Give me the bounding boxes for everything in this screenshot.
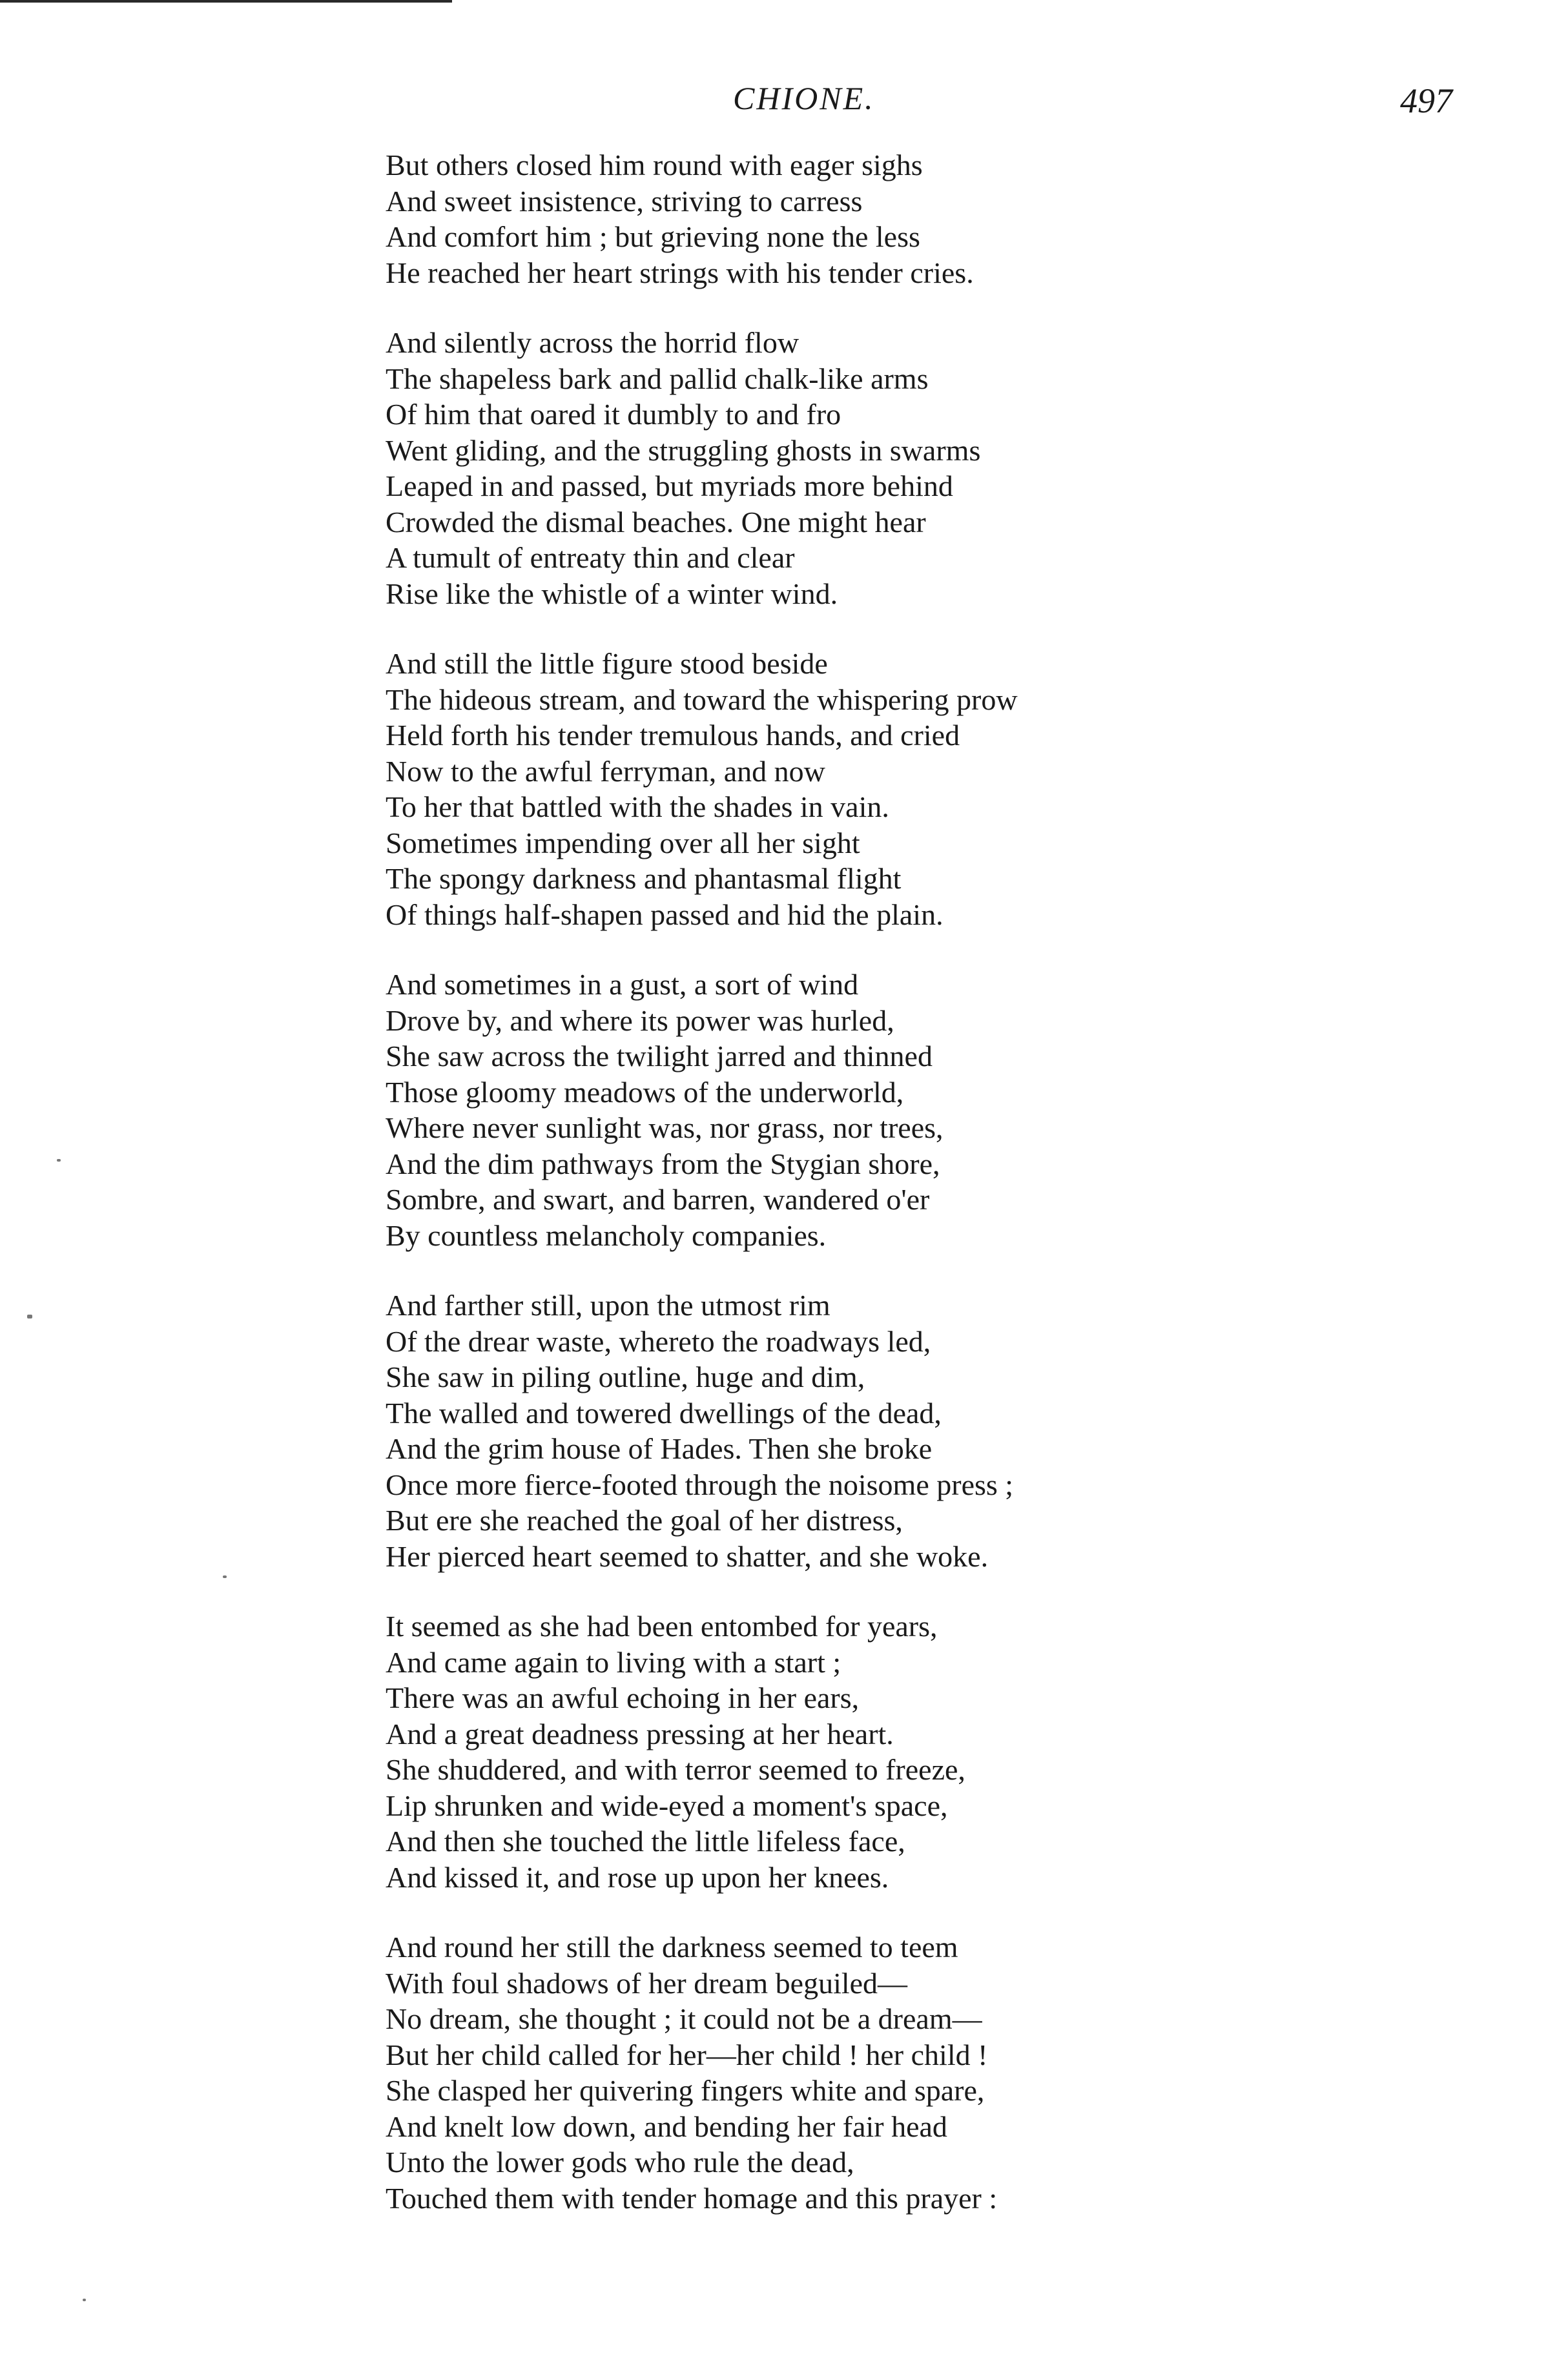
verse-line: Sometimes impending over all her sight: [386, 826, 860, 859]
verse-line: She shuddered, and with terror seemed to freeze,: [386, 1753, 965, 1786]
verse-line: He reached her heart strings with his tender cries.: [386, 256, 974, 289]
verse-line: Drove by, and where its power was hurled,: [386, 1003, 894, 1037]
verse-line: It seemed as she had been entombed for years,: [386, 1610, 938, 1643]
margin-speck: [223, 1575, 227, 1578]
verse-line: She saw in piling outline, huge and dim,: [386, 1360, 865, 1393]
verse-line: The walled and towered dwellings of the dead,: [386, 1396, 942, 1430]
verse-line: She clasped her quivering fingers white and spare,: [386, 2074, 985, 2107]
verse-line: Where never sunlight was, nor grass, nor trees,: [386, 1111, 944, 1144]
verse-line: Her pierced heart seemed to shatter, and she woke.: [386, 1539, 989, 1573]
verse-line: Now to the awful ferryman, and now: [386, 754, 825, 788]
verse-line: Held forth his tender tremulous hands, and cried: [386, 719, 960, 752]
verse-line: And kissed it, and rose up upon her knees.: [386, 1860, 889, 1894]
verse-line: But others closed him round with eager sighs: [386, 149, 923, 181]
verse-line: To her that battled with the shades in vain.: [386, 790, 889, 823]
verse-line: And then she touched the little lifeless face,: [386, 1825, 905, 1858]
stanza: [386, 147, 1522, 291]
verse-line: And the dim pathways from the Stygian shore,: [386, 1147, 940, 1180]
verse-line: Went gliding, and the struggling ghosts in swarms: [386, 433, 981, 467]
verse-line: Rise like the whistle of a winter wind.: [386, 577, 838, 610]
verse-line: And a great deadness pressing at her heart.: [386, 1717, 894, 1750]
verse-line: Crowded the dismal beaches. One might hear: [386, 505, 926, 539]
stanza: [386, 1287, 1522, 1574]
verse-line: A tumult of entreaty thin and clear: [386, 541, 795, 574]
verse-line: And came again to living with a start ;: [386, 1645, 841, 1679]
margin-speck: [27, 1315, 32, 1318]
verse-line: Those gloomy meadows of the underworld,: [386, 1075, 904, 1109]
verse-line: And knelt low down, and bending her fair head: [386, 2109, 947, 2143]
stanza: [386, 1608, 1522, 1895]
poem-body: [386, 147, 1522, 2250]
verse-line: She saw across the twilight jarred and thinned: [386, 1040, 933, 1072]
verse-line: The shapeless bark and pallid chalk-like arms: [386, 362, 929, 395]
running-title: CHIONE.: [733, 80, 875, 116]
stanza: [386, 1929, 1522, 2216]
verse-line: And sometimes in a gust, a sort of wind: [386, 968, 859, 1001]
verse-line: By countless melancholy companies.: [386, 1218, 827, 1252]
verse-line: No dream, she thought ; it could not be a dream—: [386, 2002, 982, 2035]
verse-line: Once more fierce-footed through the noisome press ;: [386, 1468, 1014, 1501]
stanza: [386, 646, 1522, 932]
verse-line: Leaped in and passed, but myriads more behind: [386, 469, 953, 502]
verse-line: Of him that oared it dumbly to and fro: [386, 398, 841, 431]
margin-speck: [57, 1159, 61, 1162]
verse-line: Of the drear waste, whereto the roadways led,: [386, 1324, 931, 1358]
verse-line: And still the little figure stood beside: [386, 647, 828, 680]
verse-line: There was an awful echoing in her ears,: [386, 1681, 860, 1714]
stanza: [386, 967, 1522, 1253]
verse-line: And sweet insistence, striving to carress: [386, 184, 863, 218]
top-rule: [0, 0, 452, 3]
verse-line: And comfort him ; but grieving none the less: [386, 220, 920, 253]
verse-line: And farther still, upon the utmost rim: [386, 1289, 830, 1322]
verse-line: And round her still the darkness seemed to teem: [386, 1931, 958, 1964]
stanza: [386, 325, 1522, 611]
verse-line: With foul shadows of her dream beguiled—: [386, 1966, 908, 2000]
page-number: 497: [1400, 81, 1452, 120]
verse-line: The hideous stream, and toward the whispering prow: [386, 682, 1018, 716]
verse-line: But ere she reached the goal of her distress,: [386, 1504, 903, 1537]
margin-speck: [83, 2299, 86, 2301]
running-head: [0, 72, 1568, 124]
verse-line: Unto the lower gods who rule the dead,: [386, 2146, 854, 2179]
verse-line: And the grim house of Hades. Then she broke: [386, 1432, 933, 1465]
verse-line: Touched them with tender homage and this prayer :: [386, 2181, 998, 2215]
verse-line: Of things half-shapen passed and hid the plain.: [386, 898, 944, 931]
verse-line: And silently across the horrid flow: [386, 326, 799, 359]
verse-line: The spongy darkness and phantasmal flight: [386, 862, 902, 895]
verse-line: But her child called for her—her child ! her child !: [386, 2038, 988, 2071]
verse-line: Sombre, and swart, and barren, wandered o'er: [386, 1183, 930, 1216]
verse-line: Lip shrunken and wide-eyed a moment's space,: [386, 1789, 948, 1822]
